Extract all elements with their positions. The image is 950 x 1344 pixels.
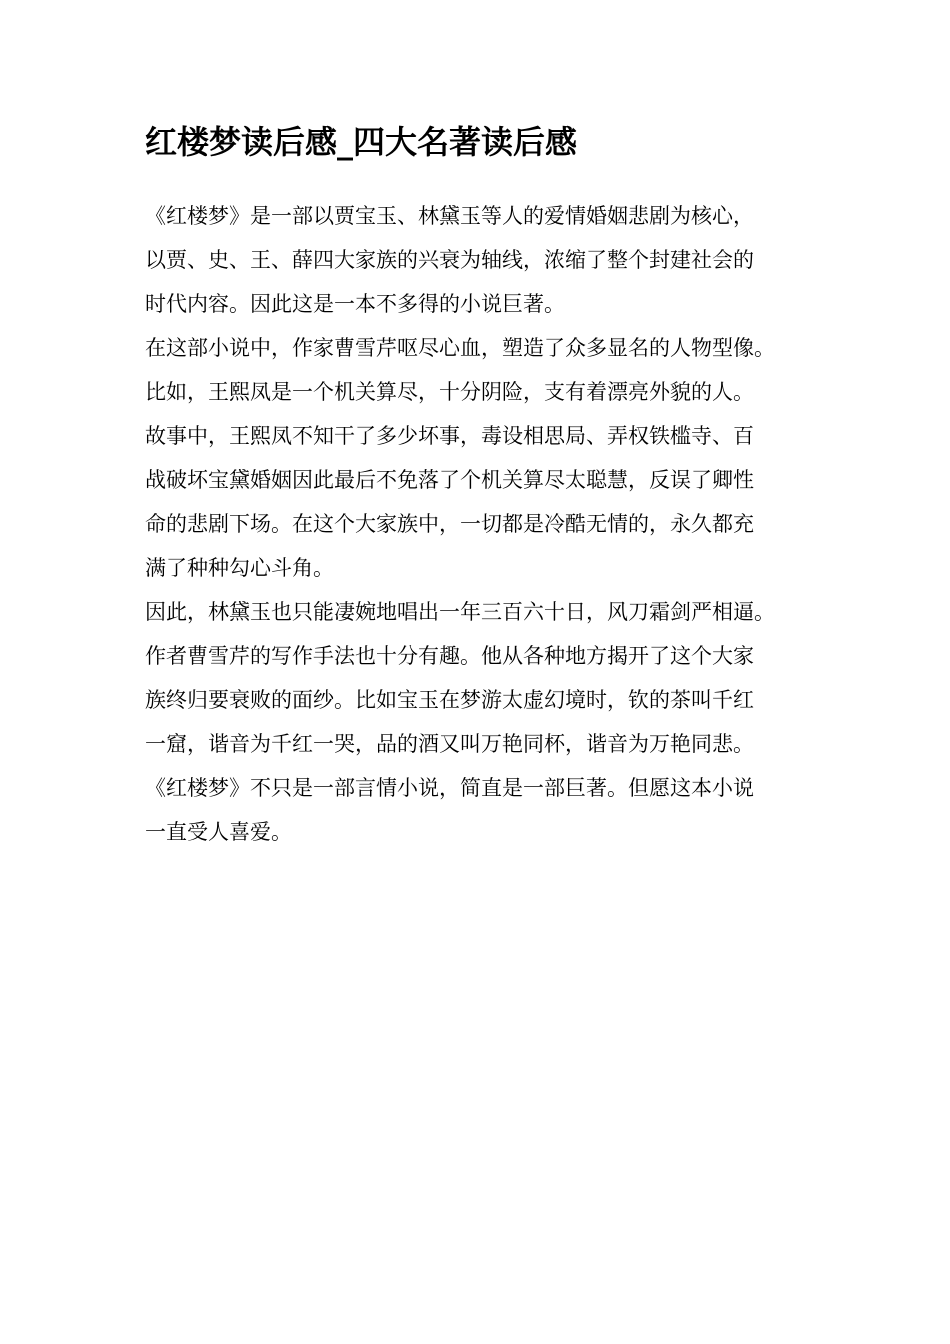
text-line: 作者曹雪芹的写作手法也十分有趣。他从各种地方揭开了这个大家 — [145, 644, 754, 668]
document-body — [145, 194, 835, 854]
text-line: 一直受人喜爱。 — [145, 820, 292, 844]
document-title: 红楼梦读后感_四大名著读后感 — [145, 123, 578, 161]
text-line: 《红楼梦》是一部以贾宝玉、林黛玉等人的爱情婚姻悲剧为核心， — [145, 204, 754, 228]
text-line: 故事中，王熙凤不知干了多少坏事，毒设相思局、弄权铁槛寺、百 — [145, 424, 754, 448]
text-line: 一窟，谐音为千红一哭，品的酒又叫万艳同杯，谐音为万艳同悲。 — [145, 732, 754, 756]
text-line: 满了种种勾心斗角。 — [145, 556, 334, 580]
text-line: 以贾、史、王、薛四大家族的兴衰为轴线，浓缩了整个封建社会的 — [145, 248, 754, 272]
text-line: 比如，王熙凤是一个机关算尽，十分阴险，支有着漂亮外貌的人。 — [145, 380, 754, 404]
text-line: 族终归要衰败的面纱。比如宝玉在梦游太虚幻境时，钦的茶叫千红 — [145, 688, 754, 712]
text-line: 《红楼梦》不只是一部言情小说，简直是一部巨著。但愿这本小说 — [145, 776, 754, 800]
text-line: 命的悲剧下场。在这个大家族中，一切都是冷酷无情的，永久都充 — [145, 512, 754, 536]
text-line: 时代内容。因此这是一本不多得的小说巨著。 — [145, 292, 565, 316]
text-line: 在这部小说中，作家曹雪芹呕尽心血，塑造了众多显名的人物型像。 — [145, 336, 775, 360]
text-line: 战破坏宝黛婚姻因此最后不免落了个机关算尽太聪慧，反误了卿性 — [145, 468, 754, 492]
text-line: 因此，林黛玉也只能凄婉地唱出一年三百六十日，风刀霜剑严相逼。 — [145, 600, 775, 624]
